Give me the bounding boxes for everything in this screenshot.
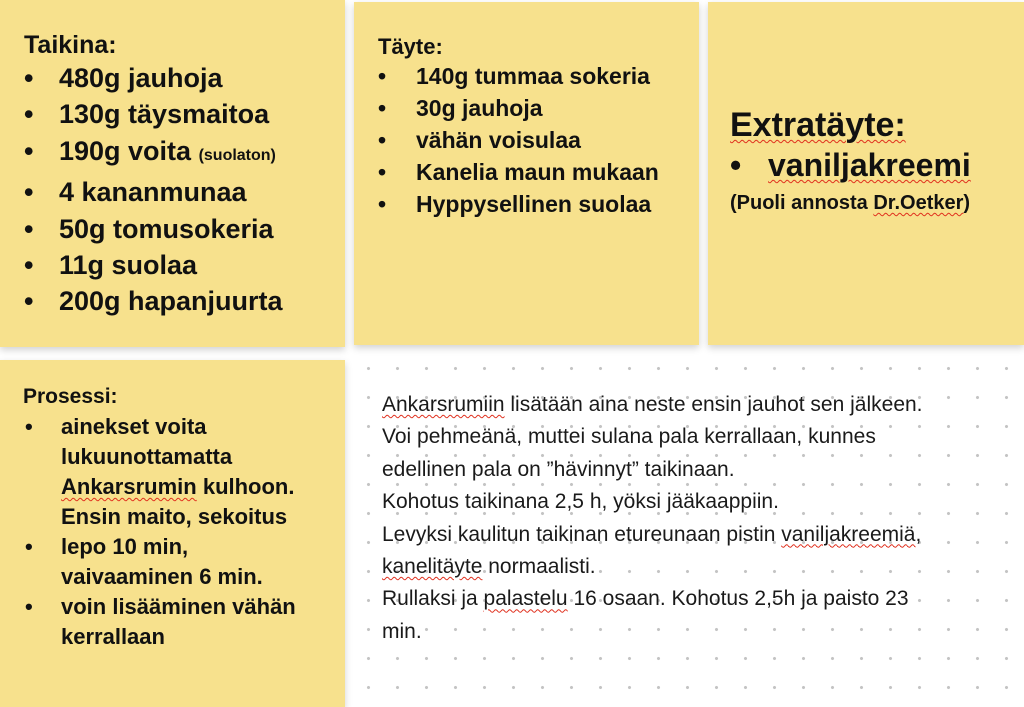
text-paragraph: Kohotus taikinana 2,5 h, yöksi jääkaappiin. <box>382 490 779 514</box>
note-subtext: (Puoli annosta Dr.Oetker) <box>730 192 971 214</box>
list-item: • 190g voita (suolaton) <box>24 133 345 174</box>
note-title: Taikina: <box>24 31 117 59</box>
list-item: • Hyppysellinen suolaa <box>378 188 686 220</box>
note-title: Extratäyte: <box>730 106 906 144</box>
free-text-block[interactable] <box>382 389 942 648</box>
list-item: • 130g täysmaitoa <box>24 96 345 132</box>
item-note: (suolaton) <box>198 146 276 164</box>
text-paragraph: Ankarsrumiin lisätään aina neste ensin jauhot sen jälkeen. Voi pehmeänä, muttei sulana pala kerrallaan, kunnes edellinen pala on ”hävinnyt” taikinaan. <box>382 393 923 481</box>
list-item: • vähän voisulaa <box>378 124 686 156</box>
list-item: • lepo 10 min, vaivaaminen 6 min. <box>23 532 326 592</box>
list-item: • ainekset voita lukuunottamatta Ankarsrumin kulhoon. Ensin maito, sekoitus <box>23 412 326 532</box>
text-paragraph: Rullaksi ja palastelu 16 osaan. Kohotus 2,5h ja paisto 23 min. <box>382 587 909 643</box>
ingredient-list <box>730 146 1024 184</box>
list-item: • 50g tomusokeria <box>24 211 345 247</box>
ingredient-list <box>24 60 345 320</box>
process-list <box>23 412 345 652</box>
list-item: • 140g tummaa sokeria <box>378 60 686 92</box>
note-title: Prosessi: <box>23 385 118 408</box>
list-item: • 480g jauhoja <box>24 60 345 96</box>
sticky-note-extratayte[interactable] <box>708 2 1024 345</box>
list-item: • voin lisääminen vähän kerrallaan <box>23 592 326 652</box>
list-item: • 30g jauhoja <box>378 92 686 124</box>
list-item: • Kanelia maun mukaan <box>378 156 686 188</box>
sticky-note-prosessi[interactable] <box>0 360 345 707</box>
list-item: • 11g suolaa <box>24 247 345 283</box>
list-item: • vaniljakreemi <box>730 146 1024 184</box>
sticky-note-tayte[interactable] <box>354 2 699 345</box>
ingredient-list <box>378 60 699 220</box>
list-item: • 200g hapanjuurta <box>24 283 345 319</box>
text-paragraph: Levyksi kaulitun taikinan etureunaan pistin vaniljakreemiä, kanelitäyte normaalisti. <box>382 522 922 579</box>
note-title: Täyte: <box>378 34 443 59</box>
list-item: • 4 kananmunaa <box>24 174 345 210</box>
sticky-note-taikina[interactable] <box>0 0 345 347</box>
